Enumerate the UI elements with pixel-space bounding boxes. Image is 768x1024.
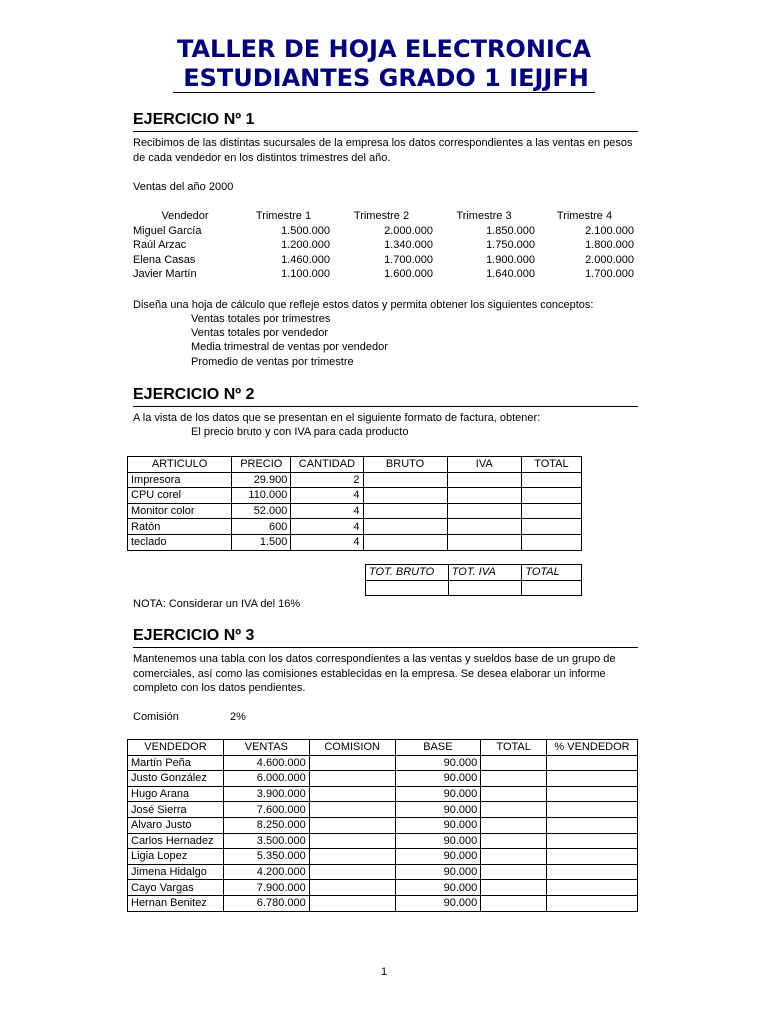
cell: 1.500 — [232, 534, 291, 550]
table-row — [128, 519, 582, 535]
cell: 1.640.000 — [486, 268, 535, 281]
ex1-col-header: Trimestre 1 — [255, 210, 312, 222]
empty-cell — [363, 472, 447, 488]
empty-cell — [309, 802, 395, 818]
table-row — [128, 771, 638, 787]
ex3-sales-table — [127, 739, 638, 912]
cell: 1.700.000 — [384, 253, 433, 266]
cell: José Sierra — [128, 802, 224, 818]
cell: 7.600.000 — [223, 802, 309, 818]
cell: 29.900 — [232, 472, 291, 488]
ex2-header-row — [128, 457, 582, 473]
empty-cell — [521, 519, 581, 535]
ex3-col-header: VENDEDOR — [128, 740, 224, 756]
empty-cell — [481, 802, 547, 818]
empty-cell — [481, 786, 547, 802]
cell: Jimena Hidalgo — [128, 864, 224, 880]
table-row — [133, 238, 634, 253]
table-row — [128, 488, 582, 504]
cell: 90.000 — [395, 817, 481, 833]
ex2-totals-row — [366, 580, 582, 596]
ex2-col-header: TOTAL — [521, 457, 581, 473]
cell: teclado — [128, 534, 232, 550]
empty-cell — [547, 786, 638, 802]
cell: 1.460.000 — [281, 253, 330, 266]
empty-cell — [309, 864, 395, 880]
empty-cell — [447, 472, 521, 488]
cell: 4 — [291, 488, 363, 504]
cell: 2.100.000 — [585, 224, 634, 237]
ex3-header-row — [128, 740, 638, 756]
ex3-col-header: VENTAS — [223, 740, 309, 756]
cell: 3.500.000 — [223, 833, 309, 849]
empty-cell — [481, 895, 547, 911]
cell: 90.000 — [395, 849, 481, 865]
cell: Cayo Vargas — [128, 880, 224, 896]
ex2-divider — [133, 406, 638, 407]
ex3-heading: EJERCICIO Nº 3 — [133, 627, 255, 644]
empty-cell — [547, 802, 638, 818]
empty-cell — [547, 755, 638, 771]
cell: 1.200.000 — [281, 239, 330, 252]
cell: 1.700.000 — [585, 268, 634, 281]
cell: 1.500.000 — [281, 224, 330, 237]
ex2-col-header: ARTICULO — [128, 457, 232, 473]
empty-cell — [521, 534, 581, 550]
cell: Raúl Arzac — [133, 239, 187, 252]
cell: 90.000 — [395, 880, 481, 896]
cell: CPU corel — [128, 488, 232, 504]
cell: 4 — [291, 503, 363, 519]
ex3-intro: Mantenemos una tabla con los datos correspondientes a las ventas y sueldos base de un grupo de comerciales, así como las comisiones establecidas en la empresa. Se desea elaborar un informe completo con los datos pendientes. — [133, 653, 616, 695]
ex2-totals-header: TOT. BRUTO — [366, 565, 449, 581]
table-row — [128, 864, 638, 880]
empty-cell — [309, 833, 395, 849]
empty-cell — [309, 817, 395, 833]
empty-cell — [481, 755, 547, 771]
empty-cell — [547, 817, 638, 833]
cell: 6.000.000 — [223, 771, 309, 787]
cell: 110.000 — [232, 488, 291, 504]
ex2-sub: El precio bruto y con IVA para cada producto — [191, 426, 409, 438]
empty-cell — [309, 771, 395, 787]
empty-cell — [309, 786, 395, 802]
empty-cell — [521, 472, 581, 488]
empty-cell — [363, 503, 447, 519]
cell: Hugo Arana — [128, 786, 224, 802]
empty-cell — [447, 519, 521, 535]
ex2-totals-table — [365, 564, 582, 596]
cell: 2.000.000 — [585, 253, 634, 266]
ex1-divider — [133, 131, 638, 132]
empty-cell — [547, 880, 638, 896]
cell: Elena Casas — [133, 253, 196, 266]
cell: Miguel García — [133, 224, 202, 237]
empty-cell — [366, 580, 449, 596]
ex1-item: Promedio de ventas por trimestre — [191, 356, 354, 368]
empty-cell — [522, 580, 582, 596]
empty-cell — [363, 519, 447, 535]
document-subtitle-text: ESTUDIANTES GRADO 1 IEJJFH — [173, 64, 595, 93]
cell: Ligia Lopez — [128, 849, 224, 865]
empty-cell — [448, 580, 522, 596]
table-row — [133, 253, 634, 268]
cell: Ratón — [128, 519, 232, 535]
ex1-sales-table — [133, 209, 634, 282]
empty-cell — [309, 755, 395, 771]
ex2-col-header: BRUTO — [363, 457, 447, 473]
cell: 90.000 — [395, 864, 481, 880]
table-row — [128, 534, 582, 550]
empty-cell — [363, 488, 447, 504]
cell: 7.900.000 — [223, 880, 309, 896]
cell: 8.250.000 — [223, 817, 309, 833]
empty-cell — [481, 817, 547, 833]
empty-cell — [521, 488, 581, 504]
ex3-col-header: TOTAL — [481, 740, 547, 756]
table-row — [133, 224, 634, 239]
ex2-col-header: IVA — [447, 457, 521, 473]
cell: Martín Peña — [128, 755, 224, 771]
cell: 90.000 — [395, 833, 481, 849]
ex1-heading: EJERCICIO Nº 1 — [133, 111, 255, 128]
cell: Alvaro Justo — [128, 817, 224, 833]
ex2-totals-header: TOT. IVA — [448, 565, 522, 581]
cell: 4 — [291, 534, 363, 550]
empty-cell — [481, 880, 547, 896]
table-row — [128, 472, 582, 488]
cell: Justo González — [128, 771, 224, 787]
cell: 6.780.000 — [223, 895, 309, 911]
cell: 600 — [232, 519, 291, 535]
empty-cell — [447, 488, 521, 504]
empty-cell — [309, 849, 395, 865]
cell: 4.600.000 — [223, 755, 309, 771]
ex2-intro: A la vista de los datos que se presentan en el siguiente formato de factura, obtener: — [133, 412, 541, 424]
empty-cell — [481, 864, 547, 880]
ex2-heading: EJERCICIO Nº 2 — [133, 386, 255, 403]
cell: 90.000 — [395, 786, 481, 802]
ex1-col-header: Trimestre 2 — [353, 210, 410, 222]
ex1-col-header: Trimestre 4 — [556, 210, 613, 222]
ex2-totals-header: TOTAL — [522, 565, 582, 581]
cell: 1.100.000 — [281, 268, 330, 281]
ex2-note: NOTA: Considerar un IVA del 16% — [133, 598, 301, 610]
page-number: 1 — [380, 966, 388, 978]
empty-cell — [547, 833, 638, 849]
empty-cell — [447, 534, 521, 550]
empty-cell — [547, 864, 638, 880]
empty-cell — [363, 534, 447, 550]
cell: Impresora — [128, 472, 232, 488]
ex3-col-header: BASE — [395, 740, 481, 756]
cell: 90.000 — [395, 755, 481, 771]
ex2-totals-header-row — [366, 565, 582, 581]
cell: 1.750.000 — [486, 239, 535, 252]
ex1-col-header: Vendedor — [161, 210, 209, 222]
table-row — [128, 849, 638, 865]
document-title: TALLER DE HOJA ELECTRONICA — [176, 35, 592, 63]
cell: 2.000.000 — [384, 224, 433, 237]
ex1-intro: Recibimos de las distintas sucursales de la empresa los datos correspondientes a las ventas en pesos de cada vendedor en los distintos trimestres del año. — [133, 137, 633, 164]
ex1-subtitle: Ventas del año 2000 — [133, 181, 234, 193]
cell: 90.000 — [395, 895, 481, 911]
ex2-invoice-table — [127, 456, 582, 551]
table-row — [128, 817, 638, 833]
cell: 1.800.000 — [585, 239, 634, 252]
ex3-col-header: % VENDEDOR — [547, 740, 638, 756]
table-row — [128, 755, 638, 771]
table-row — [128, 802, 638, 818]
ex3-divider — [133, 647, 638, 648]
empty-cell — [547, 771, 638, 787]
cell: 1.340.000 — [384, 239, 433, 252]
cell: Javier Martín — [133, 268, 197, 281]
cell: Hernan Benitez — [128, 895, 224, 911]
empty-cell — [481, 833, 547, 849]
ex2-col-header: PRECIO — [232, 457, 291, 473]
empty-cell — [547, 849, 638, 865]
empty-cell — [309, 880, 395, 896]
ex1-col-header: Trimestre 3 — [456, 210, 512, 222]
ex1-header-row — [133, 209, 634, 224]
cell: 90.000 — [395, 802, 481, 818]
empty-cell — [309, 895, 395, 911]
ex2-col-header: CANTIDAD — [291, 457, 363, 473]
ex1-task: Diseña una hoja de cálculo que refleje estos datos y permita obtener los siguientes conceptos: — [133, 299, 594, 311]
table-row — [128, 503, 582, 519]
ex1-item: Ventas totales por trimestres — [191, 313, 331, 325]
cell: 1.850.000 — [486, 224, 535, 237]
empty-cell — [481, 849, 547, 865]
empty-cell — [447, 503, 521, 519]
cell: 4.200.000 — [223, 864, 309, 880]
ex3-col-header: COMISION — [309, 740, 395, 756]
ex3-commission-label: Comisión — [133, 711, 179, 723]
table-row — [128, 833, 638, 849]
cell: 5.350.000 — [223, 849, 309, 865]
cell: 52.000 — [232, 503, 291, 519]
ex1-item: Media trimestral de ventas por vendedor — [191, 341, 388, 353]
empty-cell — [521, 503, 581, 519]
cell: 3.900.000 — [223, 786, 309, 802]
cell: Carlos Hernadez — [128, 833, 224, 849]
table-row — [128, 880, 638, 896]
cell: 2 — [291, 472, 363, 488]
empty-cell — [547, 895, 638, 911]
cell: 4 — [291, 519, 363, 535]
table-row — [133, 267, 634, 282]
table-row — [128, 895, 638, 911]
ex3-commission-value: 2% — [230, 711, 246, 723]
empty-cell — [481, 771, 547, 787]
cell: 1.600.000 — [384, 268, 433, 281]
document-subtitle — [0, 64, 768, 92]
ex1-item: Ventas totales por vendedor — [191, 327, 328, 339]
table-row — [128, 786, 638, 802]
cell: Monitor color — [128, 503, 232, 519]
cell: 90.000 — [395, 771, 481, 787]
cell: 1.900.000 — [486, 253, 535, 266]
